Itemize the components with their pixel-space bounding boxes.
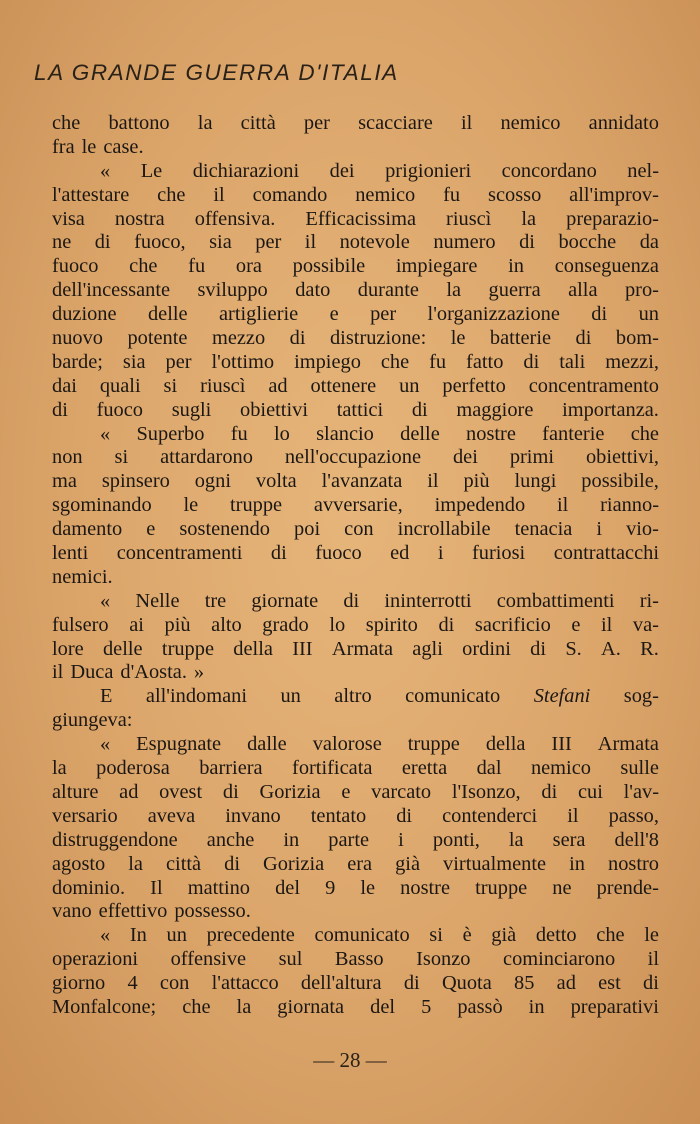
text-line: duzione delle artiglierie e per l'organizzazione di un xyxy=(52,303,659,326)
body-text xyxy=(52,112,659,1020)
text-line: dai quali si riuscì ad ottenere un perfetto concentramento xyxy=(52,374,659,397)
text-line: giungeva: xyxy=(52,709,133,732)
text-line: « Espugnate dalle valorose truppe della III Armata xyxy=(100,733,659,756)
text-line: « Le dichiarazioni dei prigionieri concordano nel- xyxy=(100,159,659,182)
text-line: damento e sostenendo poi con incrollabile tenacia i vio- xyxy=(52,518,659,541)
text-line: lenti concentramenti di fuoco ed i furiosi contrattacchi xyxy=(52,542,659,565)
text-line: visa nostra offensiva. Efficacissima riuscì la preparazio- xyxy=(52,207,659,230)
text-line: agosto la città di Gorizia era già virtualmente in nostro xyxy=(52,852,659,875)
text-line: ne di fuoco, sia per il notevole numero di bocche da xyxy=(52,231,659,254)
text-line: alture ad ovest di Gorizia e varcato l'Isonzo, di cui l'av- xyxy=(52,780,659,803)
text-line: « In un precedente comunicato si è già detto che le xyxy=(100,924,659,947)
text-line: sgominando le truppe avversarie, impedendo il rianno- xyxy=(52,494,659,517)
text-line: barde; sia per l'ottimo impiego che fu fatto di tali mezzi, xyxy=(52,350,659,373)
text-line: l'attestare che il comando nemico fu scosso all'improv- xyxy=(52,183,659,206)
text-line: dell'incessante sviluppo dato durante la guerra alla pro- xyxy=(52,279,659,302)
page-number: — 28 — xyxy=(313,1048,387,1072)
text-line: fuoco che fu ora possibile impiegare in conseguenza xyxy=(52,255,659,278)
text-line: E all'indomani un altro comunicato Stefani sog- xyxy=(100,685,659,708)
text-line: la poderosa barriera fortificata eretta dal nemico sulle xyxy=(52,757,659,780)
text-line: che battono la città per scacciare il nemico annidato xyxy=(52,112,659,134)
text-line: nemici. xyxy=(52,565,113,588)
text-line: « Superbo fu lo slancio delle nostre fanterie che xyxy=(100,422,659,445)
text-line: il Duca d'Aosta. » xyxy=(52,661,205,684)
text-line: nuovo potente mezzo di distruzione: le batterie di bom- xyxy=(52,327,659,350)
text-line: fra le case. xyxy=(52,135,144,158)
text-line: vano effettivo possesso. xyxy=(52,900,251,923)
text-line: lore delle truppe della III Armata agli ordini di S. A. R. xyxy=(52,637,659,660)
text-line: fulsero ai più alto grado lo spirito di sacrificio e il va- xyxy=(52,613,659,636)
text-line: Monfalcone; che la giornata del 5 passò in preparativi xyxy=(52,995,659,1018)
text-line: ma spinsero ogni volta l'avanzata il più lungi possibile, xyxy=(52,470,659,493)
running-head: LA GRANDE GUERRA D'ITALIA xyxy=(34,60,399,85)
text-line: distruggendone anche in parte i ponti, la sera dell'8 xyxy=(52,828,659,851)
text-line: « Nelle tre giornate di ininterrotti combattimenti ri- xyxy=(100,589,659,612)
text-line: di fuoco sugli obiettivi tattici di maggiore importanza. xyxy=(52,398,659,421)
text-line: dominio. Il mattino del 9 le nostre truppe ne prende- xyxy=(52,876,659,899)
text-line: versario aveva invano tentato di contenderci il passo, xyxy=(52,804,659,827)
text-line: operazioni offensive sul Basso Isonzo cominciarono il xyxy=(52,948,659,971)
text-line: giorno 4 con l'attacco dell'altura di Quota 85 ad est di xyxy=(52,972,659,995)
text-line: non si attardarono nell'occupazione dei primi obiettivi, xyxy=(52,446,659,469)
